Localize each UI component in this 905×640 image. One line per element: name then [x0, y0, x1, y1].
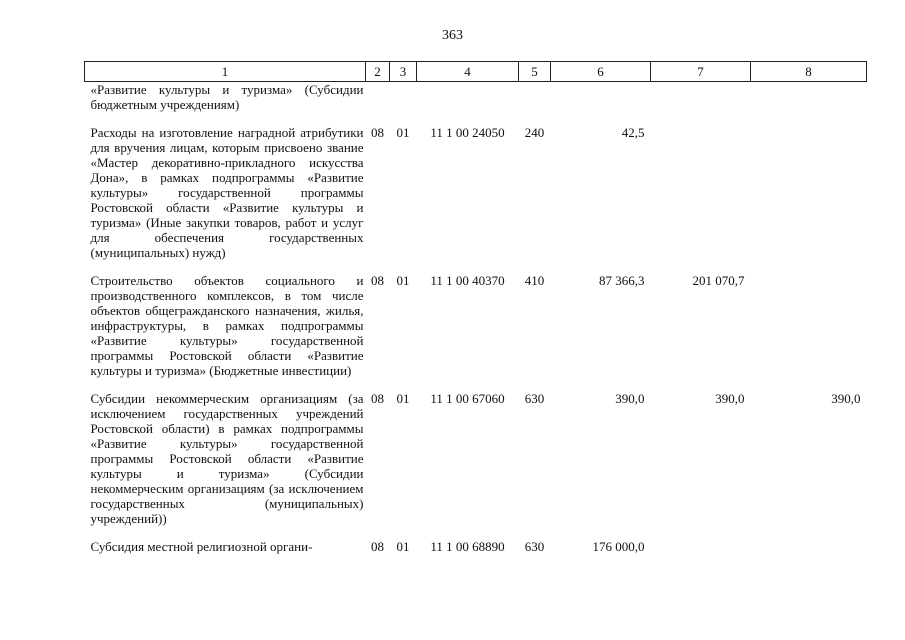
- row-amount-col8: 390,0: [831, 391, 861, 406]
- row-amount-col6: 42,5: [621, 125, 645, 140]
- column-header: 3: [390, 62, 417, 82]
- row-expense-type: 630: [524, 539, 545, 554]
- page-number: 363: [442, 28, 463, 43]
- row-description: Субсидия местной религиозной органи-: [90, 539, 313, 554]
- row-amount-col7: [651, 125, 751, 260]
- row-subsection: 01: [396, 125, 410, 140]
- row-subsection: 01: [396, 273, 410, 288]
- row-target-code: 11 1 00 24050: [430, 125, 505, 140]
- row-amount-col8: [751, 125, 867, 260]
- row-section: 08: [371, 539, 384, 554]
- row-description: «Развитие культуры и туризма» (Субсидии бюджетным учреждениям): [90, 82, 364, 112]
- table-row: [85, 273, 867, 378]
- row-target-code: 11 1 00 67060: [430, 391, 505, 406]
- row-description: Субсидии некоммерческим организациям (за исключением государственных учреждений Ростовской области) в рамках подпрограммы «Развитие культуры» государственной программы Ростовской области «Развитие культуры и туризма» (Субсидии некоммерческим организациям (за исключением государственных (муниципальных) учреждений)): [90, 391, 364, 526]
- row-amount-col8: [751, 82, 867, 113]
- row-amount-col7: [651, 82, 751, 113]
- table-row: [85, 391, 867, 526]
- table-row: [85, 82, 867, 113]
- row-amount-col6: 87 366,3: [599, 273, 645, 288]
- row-amount-col8: [751, 273, 867, 378]
- row-expense-type: [519, 82, 551, 113]
- row-expense-type: 410: [524, 273, 545, 288]
- row-amount-col6: [551, 82, 651, 113]
- row-amount-col6: 176 000,0: [592, 539, 645, 554]
- row-subsection: [390, 82, 417, 113]
- row-section: 08: [371, 125, 384, 140]
- row-amount-col6: 390,0: [615, 391, 645, 406]
- row-target-code: 11 1 00 68890: [430, 539, 505, 554]
- row-expense-type: 630: [524, 391, 545, 406]
- row-section: 08: [371, 273, 384, 288]
- row-description: Расходы на изготовление наградной атрибутики для вручения лицам, которым присвоено звание «Мастер декоративно-прикладного искусства Дона», в рамках подпрограммы «Развитие культуры» государственной программы Ростовской области «Развитие культуры и туризма» (Иные закупки товаров, работ и услуг для обеспечения государственных (муниципальных) нужд): [90, 125, 364, 260]
- column-header: 5: [519, 62, 551, 82]
- column-header: 6: [551, 62, 651, 82]
- row-expense-type: 240: [524, 125, 545, 140]
- row-description: Строительство объектов социального и производственного комплексов, в том числе объектов общегражданского назначения, жилья, инфраструктуры, в рамках подпрограммы «Развитие культуры» государственной программы Ростовской области «Развитие культуры и туризма» (Бюджетные инвестиции): [90, 273, 364, 378]
- column-header: 2: [366, 62, 390, 82]
- column-header: 7: [651, 62, 751, 82]
- table-row: [85, 539, 867, 554]
- row-section: [366, 82, 390, 113]
- table-row: [85, 125, 867, 260]
- row-amount-col7: 201 070,7: [692, 273, 745, 288]
- row-subsection: 01: [396, 539, 410, 554]
- column-header: 1: [85, 62, 366, 82]
- row-target-code: [417, 82, 519, 113]
- row-target-code: 11 1 00 40370: [430, 273, 505, 288]
- column-header: 4: [417, 62, 519, 82]
- row-amount-col8: [751, 539, 867, 554]
- row-subsection: 01: [396, 391, 410, 406]
- row-section: 08: [371, 391, 384, 406]
- table-header-row: [85, 62, 867, 82]
- column-header: 8: [751, 62, 867, 82]
- budget-table: [84, 61, 867, 554]
- row-amount-col7: 390,0: [715, 391, 745, 406]
- row-amount-col7: [651, 539, 751, 554]
